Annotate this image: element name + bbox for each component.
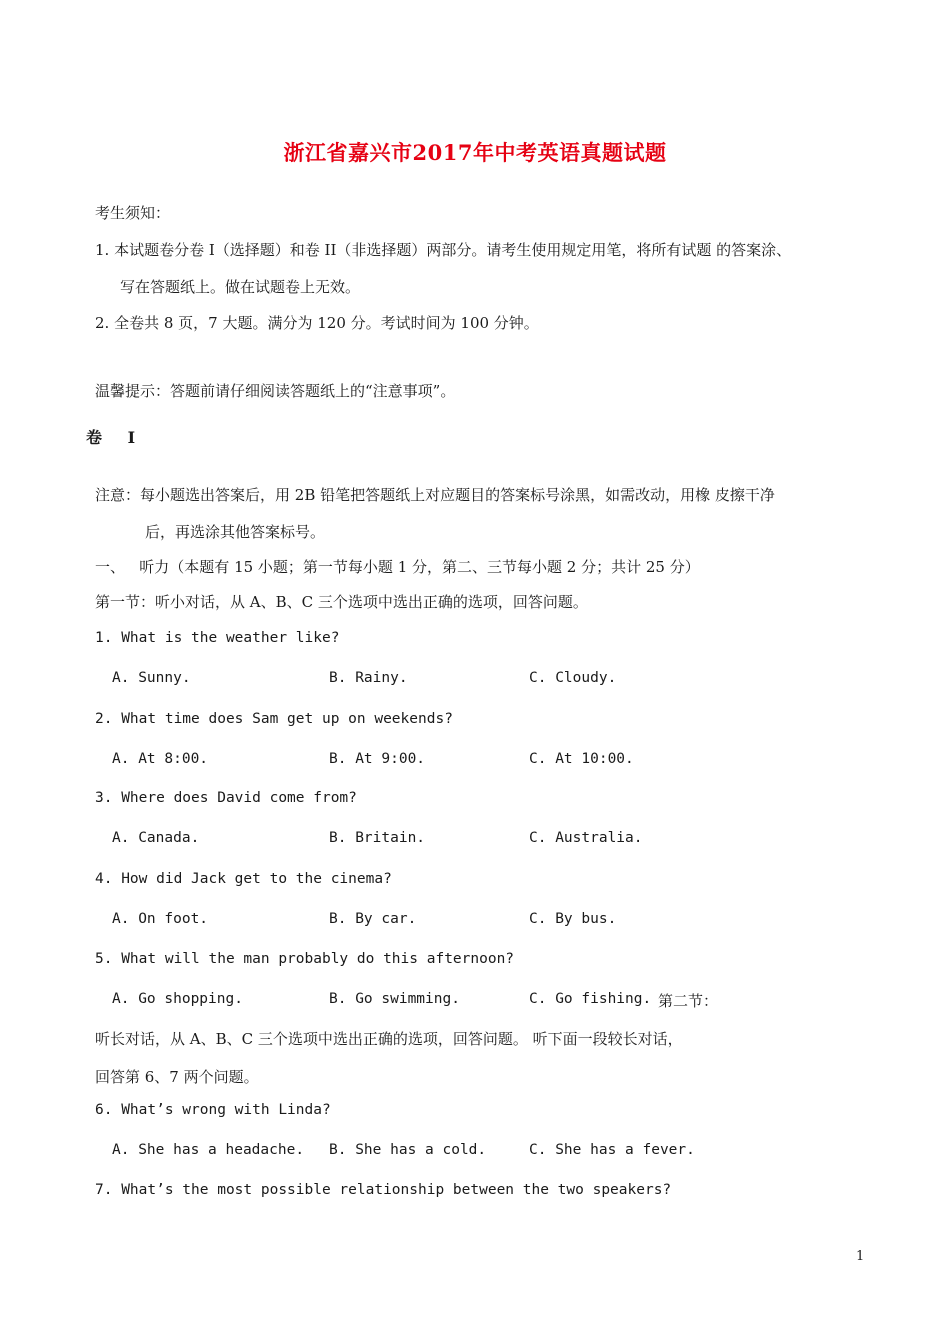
subsection-2-label: 第二节：	[658, 992, 719, 1010]
q4-option-b: B. By car.	[329, 911, 417, 927]
notice-item-1-continued: 写在答题纸上。做在试题卷上无效。	[120, 278, 361, 296]
q6-option-b: B. She has a cold.	[329, 1142, 487, 1158]
q1-option-b: B. Rainy.	[329, 670, 408, 686]
notice-heading: 考生须知：	[95, 204, 171, 222]
q5-option-b: B. Go swimming.	[329, 991, 460, 1007]
page-title: 浙江省嘉兴市2017年中考英语真题试题	[283, 140, 667, 165]
q2-option-b: B. At 9:00.	[329, 751, 426, 767]
section-label: 卷 I	[86, 428, 136, 447]
q3-option-c: C. Australia.	[529, 830, 643, 846]
page-number: 1	[856, 1249, 865, 1264]
subsection-2-instruction-continued: 回答第 6、7 两个问题。	[95, 1068, 259, 1086]
q6-option-a: A. She has a headache.	[112, 1142, 305, 1158]
q5-option-a: A. Go shopping.	[112, 991, 243, 1007]
q6-option-c: C. She has a fever.	[529, 1142, 695, 1158]
question-1: 1. What is the weather like?	[95, 630, 340, 646]
question-2: 2. What time does Sam get up on weekends?	[95, 711, 453, 727]
subsection-2-instruction: 听长对话，从 A、B、C 三个选项中选出正确的选项，回答问题。 听下面一段较长对话，	[95, 1030, 683, 1048]
tip-text: 温馨提示：答题前请仔细阅读答题纸上的“注意事项”。	[95, 382, 456, 400]
attention-text: 注意：每小题选出答案后，用 2B 铅笔把答题纸上对应题目的答案标号涂黑，如需改动，用橡 皮擦干净	[95, 486, 775, 504]
q4-option-c: C. By bus.	[529, 911, 617, 927]
q5-option-c: C. Go fishing.	[529, 991, 652, 1007]
question-7: 7. What’s the most possible relationship between the two speakers?	[95, 1182, 672, 1198]
q2-option-a: A. At 8:00.	[112, 751, 209, 767]
q2-option-c: C. At 10:00.	[529, 751, 634, 767]
attention-text-continued: 后，再选涂其他答案标号。	[145, 523, 326, 541]
q1-option-a: A. Sunny.	[112, 670, 191, 686]
q4-option-a: A. On foot.	[112, 911, 209, 927]
question-4: 4. How did Jack get to the cinema?	[95, 871, 392, 887]
question-3: 3. Where does David come from?	[95, 790, 357, 806]
question-6: 6. What’s wrong with Linda?	[95, 1102, 331, 1118]
q3-option-b: B. Britain.	[329, 830, 426, 846]
q1-option-c: C. Cloudy.	[529, 670, 617, 686]
question-5: 5. What will the man probably do this afternoon?	[95, 951, 515, 967]
subsection-1-instruction: 第一节：听小对话，从 A、B、C 三个选项中选出正确的选项，回答问题。	[95, 593, 588, 611]
notice-item-2: 2. 全卷共 8 页，7 大题。满分为 120 分。考试时间为 100 分钟。	[95, 314, 539, 332]
notice-item-1: 1. 本试题卷分卷 I（选择题）和卷 II（非选择题）两部分。请考生使用规定用笔，将所有试题 的答案涂、	[95, 241, 792, 259]
q3-option-a: A. Canada.	[112, 830, 200, 846]
part1-heading: 一、 听力（本题有 15 小题；第一节每小题 1 分，第二、三节每小题 2 分；共计 25 分）	[95, 558, 700, 576]
